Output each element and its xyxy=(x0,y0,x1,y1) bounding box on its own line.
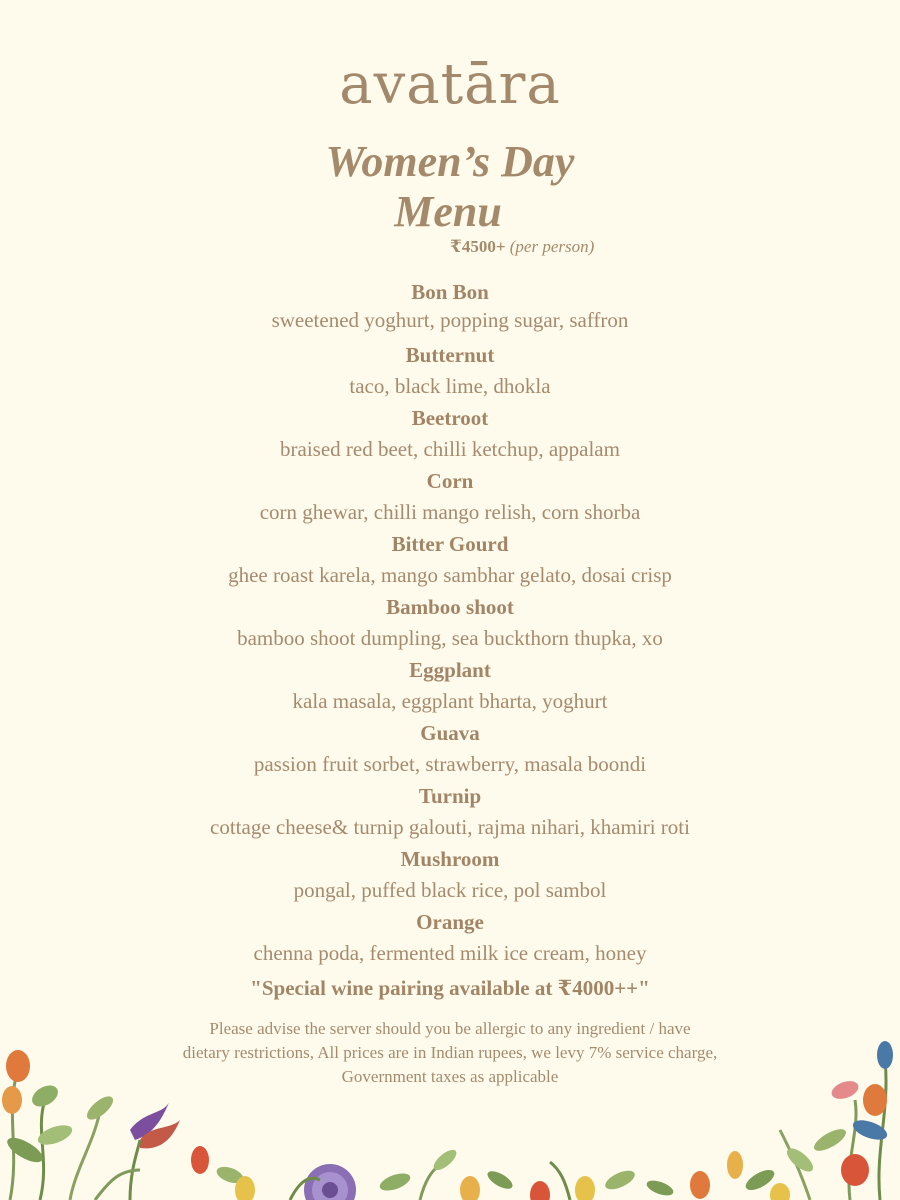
right-flower-cluster xyxy=(727,1041,893,1200)
course-name: Bitter Gourd xyxy=(391,532,509,556)
wine-pairing-note: "Special wine pairing available at ₹4000++" xyxy=(250,976,650,1000)
disclaimer-line: Please advise the server should you be allergic to any ingredient / have xyxy=(209,1019,691,1038)
course-description: taco, black lime, dhokla xyxy=(349,374,551,398)
course-item xyxy=(0,845,900,908)
course-item xyxy=(0,278,900,334)
disclaimer-line: dietary restrictions, All prices are in Indian rupees, we levy 7% service charge, xyxy=(182,1043,718,1062)
course-description: bamboo shoot dumpling, sea buckthorn thupka, xo xyxy=(237,626,663,650)
course-name: Beetroot xyxy=(411,406,489,430)
course-description: braised red beet, chilli ketchup, appalam xyxy=(280,437,620,461)
course-description: sweetened yoghurt, popping sugar, saffron xyxy=(271,308,629,332)
left-flower-cluster xyxy=(2,1050,255,1200)
course-name: Orange xyxy=(416,910,484,934)
price xyxy=(450,237,594,257)
course-list xyxy=(0,278,900,971)
course-name: Turnip xyxy=(418,784,482,808)
course-name: Butternut xyxy=(405,343,495,367)
course-item xyxy=(0,908,900,971)
price-per-person: (per person) xyxy=(509,237,595,256)
course-description: cottage cheese& turnip galouti, rajma nihari, khamiri roti xyxy=(210,815,690,839)
course-description: corn ghewar, chilli mango relish, corn shorba xyxy=(259,500,641,524)
course-item xyxy=(0,782,900,845)
price-amount: ₹4500+ xyxy=(450,237,506,256)
course-name: Mushroom xyxy=(400,847,500,871)
menu-title-line2: Menu xyxy=(394,187,502,236)
course-item xyxy=(0,530,900,593)
disclaimer-line: Government taxes as applicable xyxy=(341,1067,559,1086)
course-name: Bamboo shoot xyxy=(386,595,514,619)
floral-border-illustration xyxy=(0,1030,900,1200)
course-item xyxy=(0,656,900,719)
course-description: ghee roast karela, mango sambhar gelato, dosai crisp xyxy=(228,563,672,587)
course-name: Eggplant xyxy=(409,658,491,682)
course-description: kala masala, eggplant bharta, yoghurt xyxy=(292,689,608,713)
course-name: Corn xyxy=(426,469,474,493)
center-flower xyxy=(290,1146,710,1200)
course-item xyxy=(0,719,900,782)
course-item xyxy=(0,341,900,404)
course-item xyxy=(0,404,900,467)
course-description: pongal, puffed black rice, pol sambol xyxy=(293,878,607,902)
course-name: Bon Bon xyxy=(411,280,489,304)
menu-title-line1: Women’s Day xyxy=(325,137,575,186)
course-name: Guava xyxy=(420,721,480,745)
course-item xyxy=(0,467,900,530)
brand-logo: avatāra xyxy=(339,52,561,117)
course-item xyxy=(0,593,900,656)
course-description: chenna poda, fermented milk ice cream, honey xyxy=(253,941,647,965)
course-description: passion fruit sorbet, strawberry, masala boondi xyxy=(253,752,647,776)
